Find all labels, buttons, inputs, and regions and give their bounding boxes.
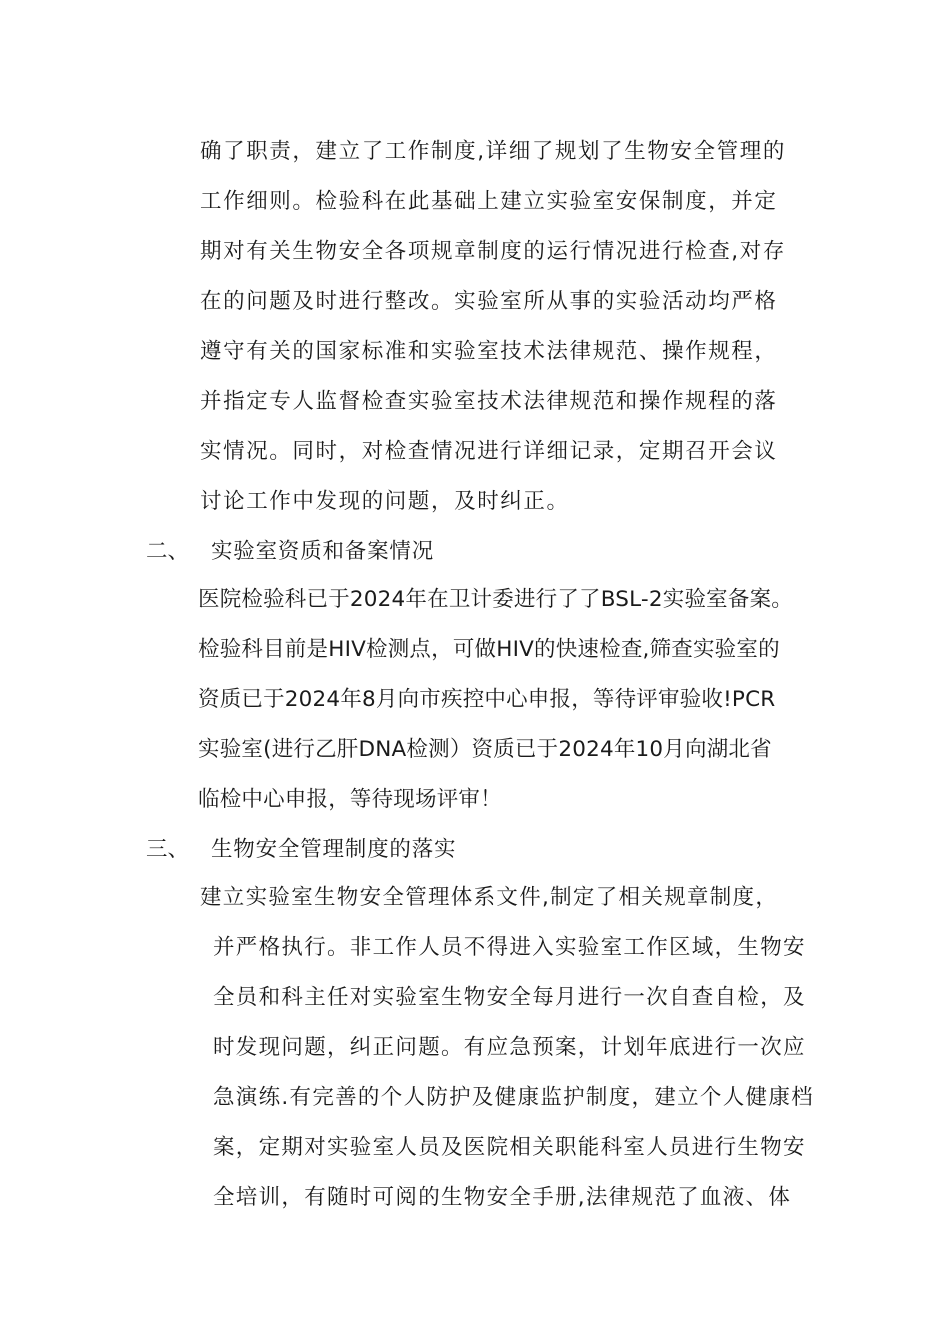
text-line: 并严格执行。非工作人员不得进入实验室工作区域，生物安 bbox=[213, 935, 806, 960]
text-line: 时发现问题，纠正问题。有应急预案，计划年底进行一次应 bbox=[213, 1035, 806, 1060]
section-number: 二、 bbox=[146, 539, 190, 564]
text-line: 检验科目前是HIV检测点，可做HIV的快速检查,筛查实验室的 bbox=[198, 637, 780, 662]
text-line: 案，定期对实验室人员及医院相关职能科室人员进行生物安 bbox=[213, 1135, 806, 1160]
text-line: 急演练.有完善的个人防护及健康监护制度，建立个人健康档 bbox=[213, 1085, 814, 1110]
text-line: 医院检验科已于2024年在卫计委进行了了BSL-2实验室备案。 bbox=[198, 587, 793, 612]
text-line: 实验室(进行乙肝DNA检测）资质已于2024年10月向湖北省 bbox=[198, 737, 772, 762]
text-line: 全员和科主任对实验室生物安全每月进行一次自查自检，及 bbox=[213, 985, 806, 1010]
text-line: 并指定专人监督检查实验室技术法律规范和操作规程的落 bbox=[200, 389, 778, 414]
section-heading: 生物安全管理制度的落实 bbox=[211, 837, 457, 862]
section-number: 三、 bbox=[146, 837, 190, 862]
text-line: 遵守有关的国家标准和实验室技术法律规范、操作规程， bbox=[200, 339, 778, 364]
text-line: 期对有关生物安全各项规章制度的运行情况进行检查,对存 bbox=[200, 239, 786, 264]
text-line: 临检中心申报，等待现场评审！ bbox=[198, 787, 502, 812]
text-line: 实情况。同时，对检查情况进行详细记录，定期召开会议 bbox=[200, 439, 778, 464]
section-heading: 实验室资质和备案情况 bbox=[211, 539, 435, 564]
text-line: 全培训，有随时可阅的生物安全手册,法律规范了血液、体 bbox=[213, 1185, 792, 1210]
text-line: 确了职责，建立了工作制度,详细了规划了生物安全管理的 bbox=[200, 139, 786, 164]
text-line: 讨论工作中发现的问题，及时纠正。 bbox=[200, 489, 570, 514]
text-line: 在的问题及时进行整改。实验室所从事的实验活动均严格 bbox=[200, 289, 778, 314]
text-line: 资质已于2024年8月向市疾控中心申报，等待评审验收!PCR bbox=[198, 687, 776, 712]
text-line: 建立实验室生物安全管理体系文件,制定了相关规章制度， bbox=[200, 885, 779, 910]
text-line: 工作细则。检验科在此基础上建立实验室安保制度，并定 bbox=[200, 189, 778, 214]
